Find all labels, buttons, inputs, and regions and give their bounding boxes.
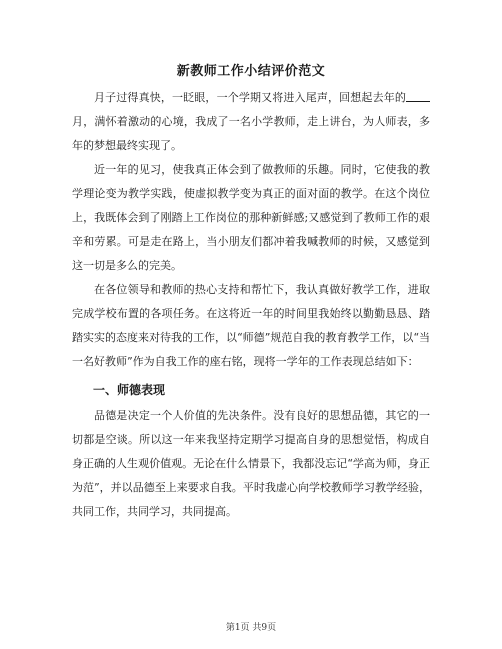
- fill-in-blank: [406, 91, 430, 102]
- paragraph-intro-end: 月，满怀着激动的心境，我成了一名小学教师，走上讲台，为人师表，多年的梦想最终实现了。: [72, 115, 430, 152]
- paragraph-intro-start: 月子过得真快，一眨眼，一个学期又将进入尾声，回想起去年的: [94, 91, 406, 104]
- paragraph-summary: 在各位领导和教师的热心支持和帮忙下，我认真做好教学工作，进取完成学校布置的各项任务。在这将近一年的时间里我始终以勤勤恳恳、踏踏实实的态度来对待我的工作，以“师德”规范自我的教育教学工作，以“当一名好教师”作为自我工作的座右铭，现将一学年的工作表现总结如下：: [72, 283, 430, 368]
- paragraph-intro: [72, 86, 430, 158]
- page-footer: 第1页 共9页: [225, 623, 277, 633]
- section-heading-ethics: 一、师德表现: [93, 383, 166, 397]
- document-title: 新教师工作小结评价范文: [176, 64, 326, 79]
- paragraph-ethics: 品德是决定一个人价值的先决条件。没有良好的思想品德，其它的一切都是空谈。所以这一年来我坚持定期学习提高自身的思想觉悟，构成自身正确的人生观价值观。无论在什么情景下，我都没忘记“学高为师，身正为范”，并以品德至上来要求自我。平时我虚心向学校教师学习教学经验，共同工作，共同学习，共同提高。: [72, 409, 430, 518]
- paragraph-internship: 近一年的见习，使我真正体会到了做教师的乐趣。同时，它使我的教学理论变为教学实践，使虚拟教学变为真正的面对面的教学。在这个岗位上，我既体会到了刚踏上工作岗位的那种新鲜感;又感觉到了教师工作的艰辛和劳累。可是走在路上，当小朋友们都冲着我喊教师的时候，又感觉到这一切是多么的完美。: [72, 163, 430, 272]
